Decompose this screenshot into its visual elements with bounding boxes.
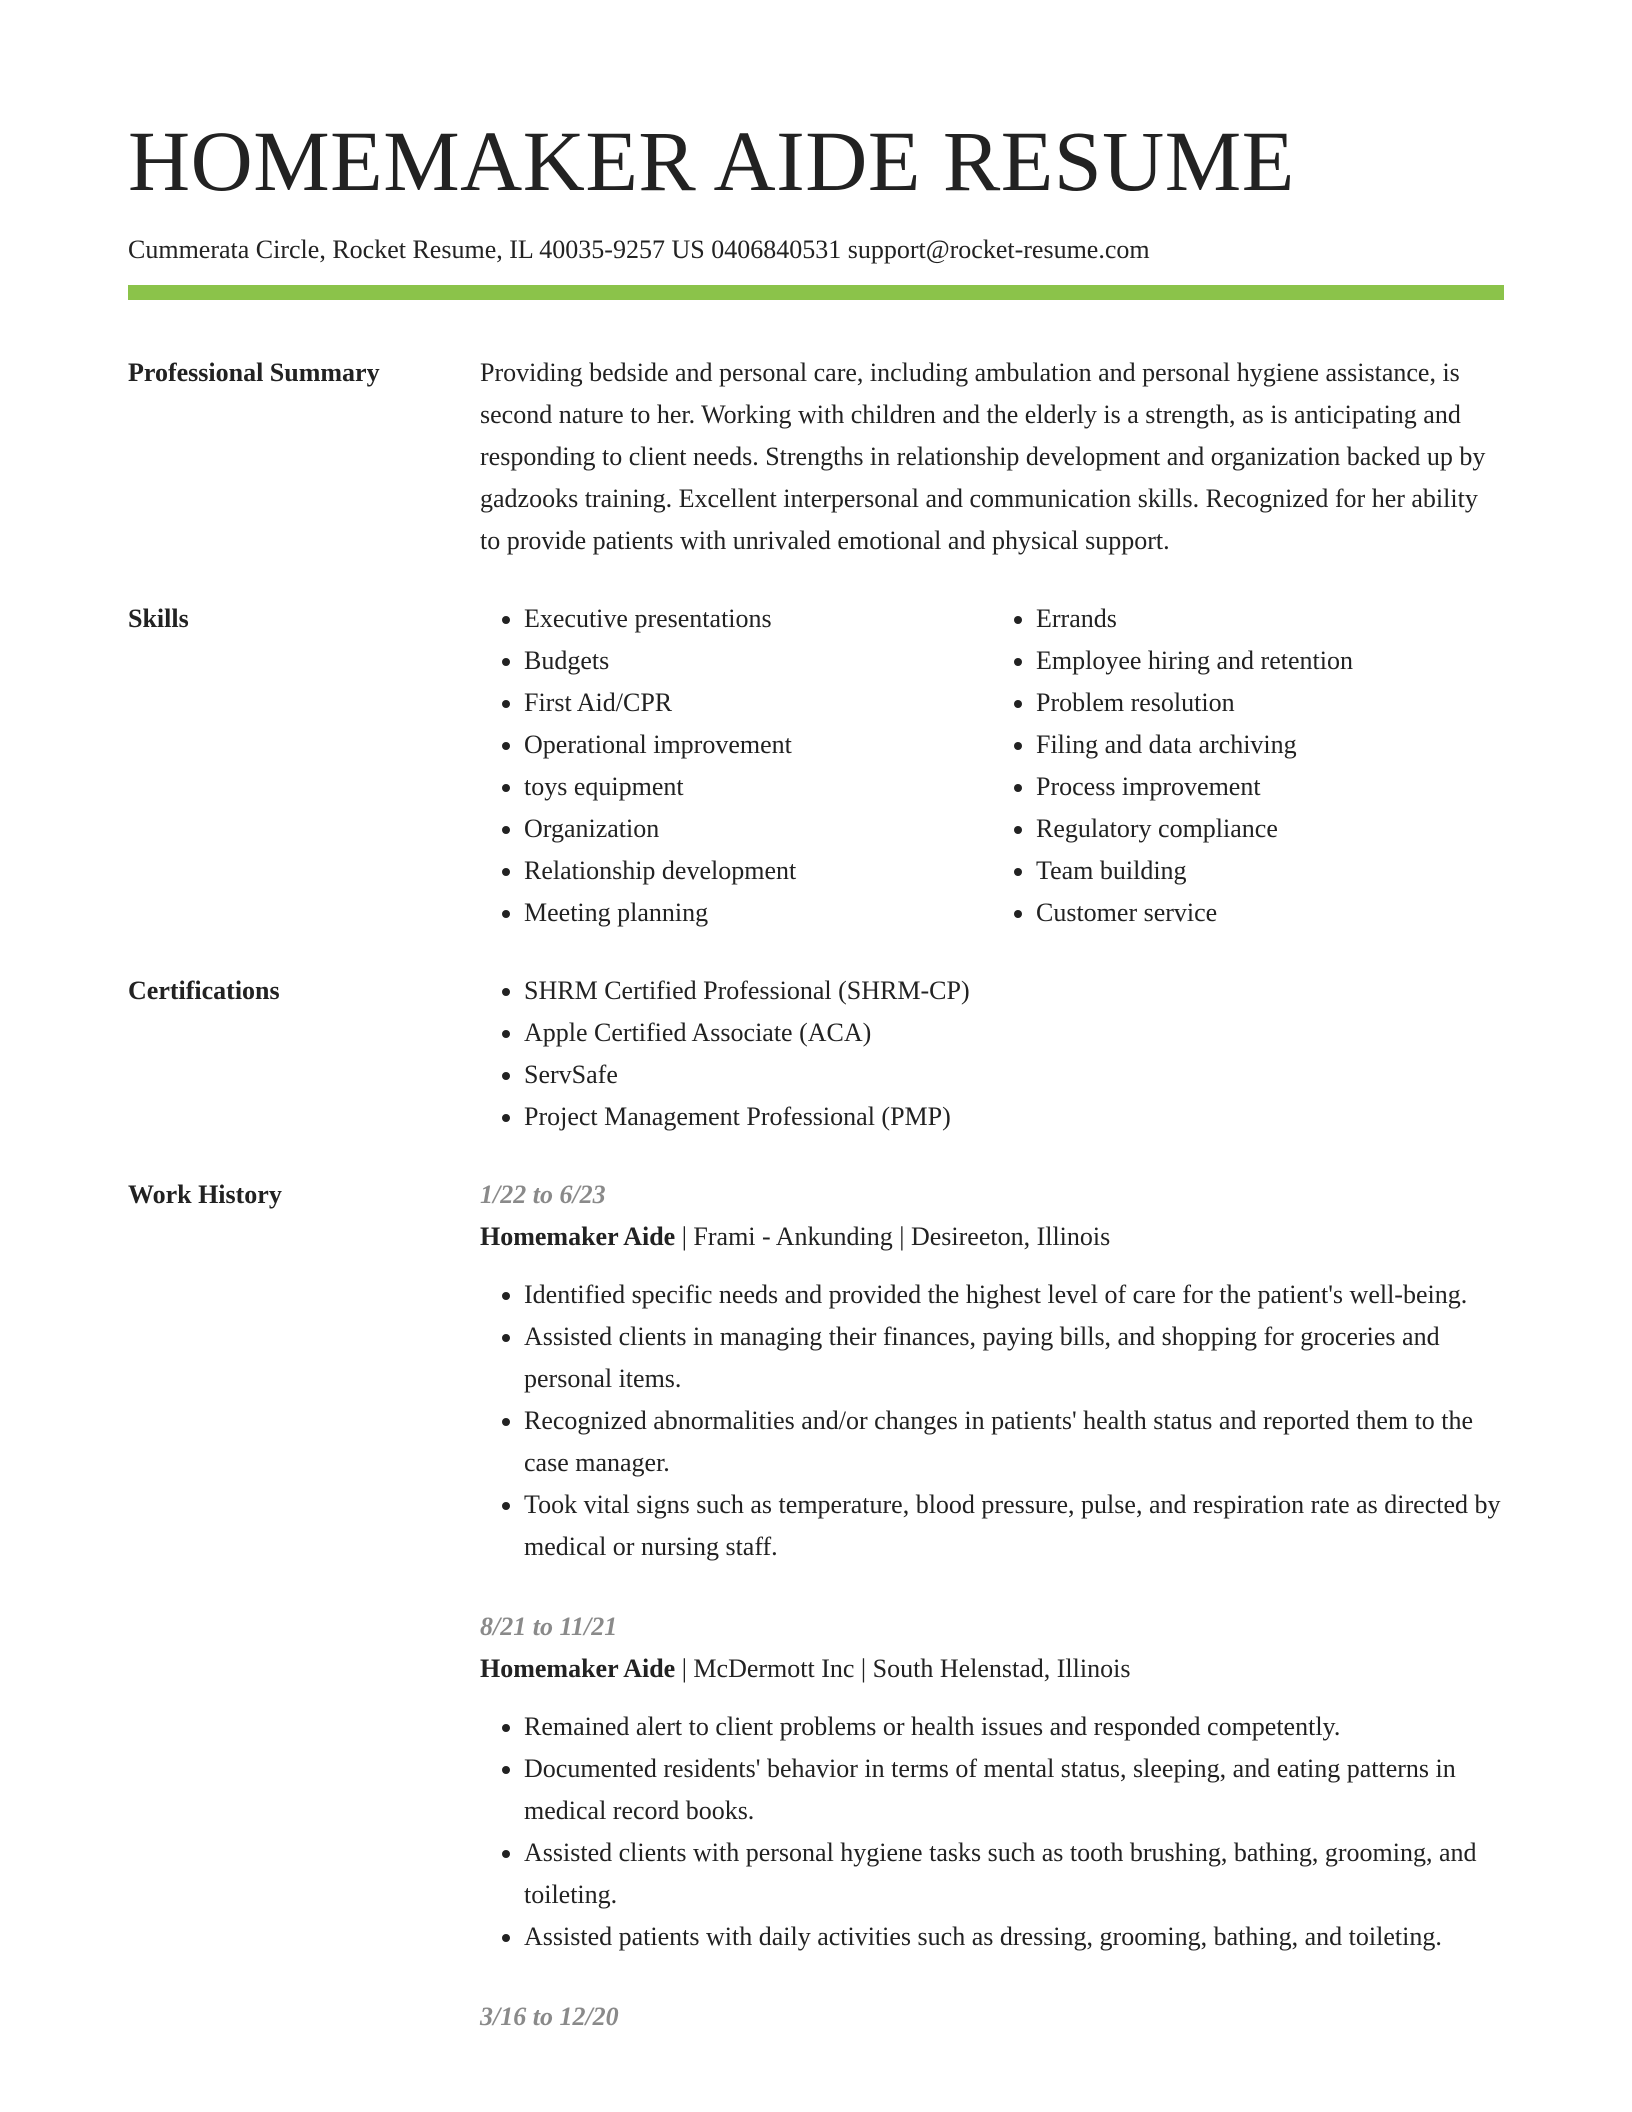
- job-entry: [480, 1996, 1504, 2038]
- job-title: Homemaker Aide: [480, 1222, 676, 1252]
- skill-item: • Team building: [1036, 850, 1504, 892]
- certifications-section: [128, 970, 1504, 1138]
- certifications-heading: Certifications: [128, 976, 280, 1006]
- skill-item: • Filing and data archiving: [1036, 724, 1504, 766]
- job-duty-item: • Took vital signs such as temperature, blood pressure, pulse, and respiration rate as directed by medical or nursing staff.: [524, 1484, 1504, 1568]
- job-entry: [480, 1174, 1504, 1568]
- job-dates: 1/22 to 6/23: [480, 1180, 606, 1210]
- skills-list-right: [992, 598, 1504, 934]
- skills-heading: Skills: [128, 604, 189, 634]
- job-duty-item: • Assisted clients in managing their finances, paying bills, and shopping for groceries and personal items.: [524, 1316, 1504, 1400]
- job-duty-item: • Identified specific needs and provided the highest level of care for the patient's well-being.: [524, 1274, 1504, 1316]
- work-history-section: [128, 1174, 1504, 2076]
- resume-page: [128, 113, 1504, 2076]
- job-title-line: [480, 1216, 1504, 1258]
- job-duty-item: • Assisted clients with personal hygiene tasks such as tooth brushing, bathing, grooming, and toileting.: [524, 1832, 1504, 1916]
- job-duty-item: • Documented residents' behavior in terms of mental status, sleeping, and eating patterns in medical record books.: [524, 1748, 1504, 1832]
- resume-title: HOMEMAKER AIDE RESUME: [128, 113, 1295, 209]
- skill-item: • Meeting planning: [524, 892, 992, 934]
- skill-item: • Relationship development: [524, 850, 992, 892]
- skills-section: [128, 598, 1504, 934]
- skills-body: [480, 598, 1504, 934]
- summary-body: [480, 352, 1504, 562]
- summary-section: [128, 352, 1504, 562]
- job-duty-item: • Recognized abnormalities and/or changes in patients' health status and reported them to the case manager.: [524, 1400, 1504, 1484]
- work-history-heading: Work History: [128, 1180, 282, 1210]
- certification-item: • SHRM Certified Professional (SHRM-CP): [524, 970, 1504, 1012]
- certifications-body: [480, 970, 1504, 1138]
- job-employer-location: | Frami - Ankunding | Desireeton, Illinois: [675, 1222, 1111, 1252]
- skill-item: • toys equipment: [524, 766, 992, 808]
- certification-item: • Project Management Professional (PMP): [524, 1096, 1504, 1138]
- job-employer-location: | McDermott Inc | South Helenstad, Illinois: [675, 1654, 1131, 1684]
- skill-item: • Budgets: [524, 640, 992, 682]
- skill-item: • Operational improvement: [524, 724, 992, 766]
- work-history-body: [480, 1174, 1504, 2076]
- job-title-line: [480, 1648, 1504, 1690]
- skill-item: • Process improvement: [1036, 766, 1504, 808]
- summary-text: Providing bedside and personal care, including ambulation and personal hygiene assistance, is second nature to her. Working with children and the elderly is a strength, as is anticipating and responding to client needs. Strengths in relationship development and organization backed up by gadzooks training. Excellent interpersonal and communication skills. Recognized for her ability to provide patients with unrivaled emotional and physical support.: [480, 358, 1486, 556]
- skills-list-left: [480, 598, 992, 934]
- skill-item: • First Aid/CPR: [524, 682, 992, 724]
- job-dates: 8/21 to 11/21: [480, 1612, 618, 1642]
- accent-divider: [128, 285, 1504, 300]
- summary-heading: Professional Summary: [128, 358, 380, 388]
- certification-item: • Apple Certified Associate (ACA): [524, 1012, 1504, 1054]
- skill-item: • Organization: [524, 808, 992, 850]
- skill-item: • Regulatory compliance: [1036, 808, 1504, 850]
- job-entry: [480, 1606, 1504, 1958]
- certifications-list: [480, 970, 1504, 1138]
- skill-item: • Employee hiring and retention: [1036, 640, 1504, 682]
- skill-item: • Errands: [1036, 598, 1504, 640]
- job-duties-list: [480, 1706, 1504, 1958]
- skill-item: • Customer service: [1036, 892, 1504, 934]
- job-duty-item: • Remained alert to client problems or health issues and responded competently.: [524, 1706, 1504, 1748]
- skill-item: • Executive presentations: [524, 598, 992, 640]
- job-title: Homemaker Aide: [480, 1654, 676, 1684]
- job-duties-list: [480, 1274, 1504, 1568]
- certification-item: • ServSafe: [524, 1054, 1504, 1096]
- contact-line: Cummerata Circle, Rocket Resume, IL 40035-9257 US 0406840531 support@rocket-resume.com: [128, 235, 1150, 264]
- job-duty-item: • Assisted patients with daily activities such as dressing, grooming, bathing, and toileting.: [524, 1916, 1504, 1958]
- job-dates: 3/16 to 12/20: [480, 2002, 619, 2032]
- skill-item: • Problem resolution: [1036, 682, 1504, 724]
